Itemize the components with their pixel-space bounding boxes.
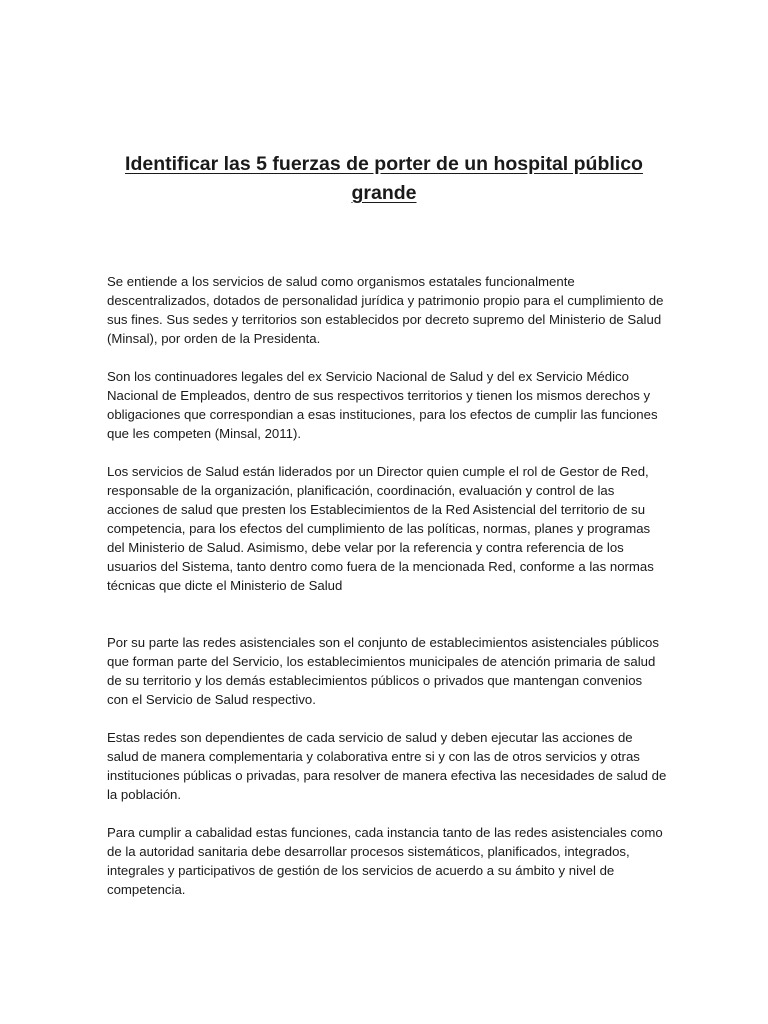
- paragraph-2: Son los continuadores legales del ex Servicio Nacional de Salud y del ex Servicio Médico Nacional de Empleados, dentro de sus respectivos territorios y tienen los mismos derechos y obligaciones que correspondian a esas instituciones, para los efectos de cumplir las funciones que les competen (Minsal, 2011).: [107, 369, 658, 441]
- paragraph-3: Los servicios de Salud están liderados por un Director quien cumple el rol de Gestor de Red, responsable de la organización, planificación, coordinación, evaluación y control de las acciones de salud que presten los Establecimientos de la Red Asistencial del territorio de su competencia, para los efectos del cumplimiento de las políticas, normas, planes y programas del Ministerio de Salud. Asimismo, debe velar por la referencia y contra referencia de los usuarios del Sistema, tanto dentro como fuera de la mencionada Red, conforme a las normas técnicas que dicte el Ministerio de Salud: [107, 464, 654, 593]
- document-title: Identificar las 5 fuerzas de porter de un hospital público grande: [125, 153, 643, 204]
- paragraph-5: Estas redes son dependientes de cada servicio de salud y deben ejecutar las acciones de salud de manera complementaria y colaborativa entre si y con las de otros servicios y otras instituciones públicas o privadas, para resolver de manera efectiva las necesidades de salud de la población.: [107, 730, 667, 802]
- paragraph-4: Por su parte las redes asistenciales son el conjunto de establecimientos asistenciales públicos que forman parte del Servicio, los establecimientos municipales de atención primaria de salud de su territorio y los demás establecimientos públicos o privados que mantengan convenios con el Servicio de Salud respectivo.: [107, 635, 659, 707]
- paragraph-1: Se entiende a los servicios de salud como organismos estatales funcionalmente descentralizados, dotados de personalidad jurídica y patrimonio propio para el cumplimiento de sus fines. Sus sedes y territorios son establecidos por decreto supremo del Ministerio de Salud (Minsal), por orden de la Presidenta.: [107, 274, 664, 346]
- document-body: [107, 272, 667, 918]
- paragraph-6: Para cumplir a cabalidad estas funciones, cada instancia tanto de las redes asistenciales como de la autoridad sanitaria debe desarrollar procesos sistemáticos, planificados, integrados, integrales y participativos de gestión de los servicios de acuerdo a su ámbito y nivel de competencia.: [107, 825, 663, 897]
